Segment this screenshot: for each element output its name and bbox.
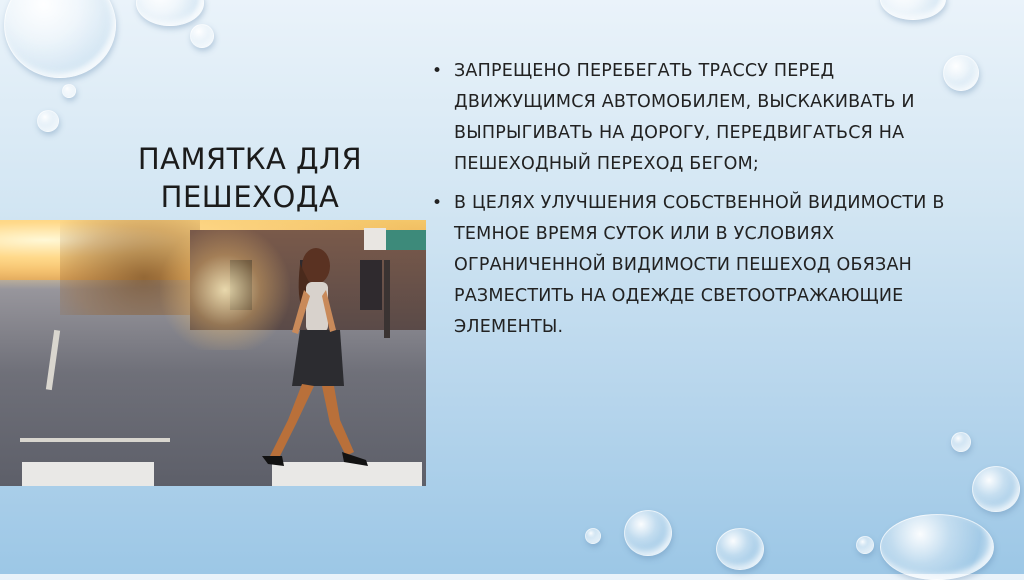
bullet-marker: • <box>432 61 443 81</box>
water-drop-decoration <box>136 0 204 26</box>
water-drop-decoration <box>585 528 601 544</box>
water-drop-decoration <box>880 0 946 20</box>
water-drop-decoration <box>190 24 214 48</box>
water-drop-decoration <box>37 110 59 132</box>
bullet-text: ЗАПРЕЩЕНО ПЕРЕБЕГАТЬ ТРАССУ ПЕРЕД ДВИЖУЩИМСЯ АВТОМОБИЛЕМ, ВЫСКАКИВАТЬ И ВЫПРЫГИВАТЬ НА ДОРОГУ, ПЕРЕДВИГАТЬСЯ НА ПЕШЕХОДНЫЙ ПЕРЕХОД БЕГОМ; <box>454 61 915 174</box>
water-drop-decoration <box>62 84 76 98</box>
water-drop-decoration <box>880 514 994 580</box>
bullet-text: В ЦЕЛЯХ УЛУЧШЕНИЯ СОБСТВЕННОЙ ВИДИМОСТИ В ТЕМНОЕ ВРЕМЯ СУТОК ИЛИ В УСЛОВИЯХ ОГРАНИЧЕННОЙ ВИДИМОСТИ ПЕШЕХОД ОБЯЗАН РАЗМЕСТИТЬ НА ОДЕЖДЕ СВЕТООТРАЖАЮЩИЕ ЭЛЕМЕНТЫ. <box>454 193 945 337</box>
water-drop-decoration <box>951 432 971 452</box>
bullet-list <box>432 56 952 351</box>
water-drop-decoration <box>856 536 874 554</box>
bullet-item <box>432 188 952 343</box>
water-drop-decoration <box>972 466 1020 512</box>
water-drop-decoration <box>624 510 672 556</box>
bullet-item <box>432 56 952 180</box>
pedestrian-figure <box>0 220 426 486</box>
bullet-marker: • <box>432 193 443 213</box>
water-drop-decoration <box>716 528 764 570</box>
slide-title: ПАМЯТКА ДЛЯ ПЕШЕХОДА <box>137 142 363 214</box>
water-drop-decoration <box>4 0 116 78</box>
pedestrian-photo <box>0 220 426 486</box>
